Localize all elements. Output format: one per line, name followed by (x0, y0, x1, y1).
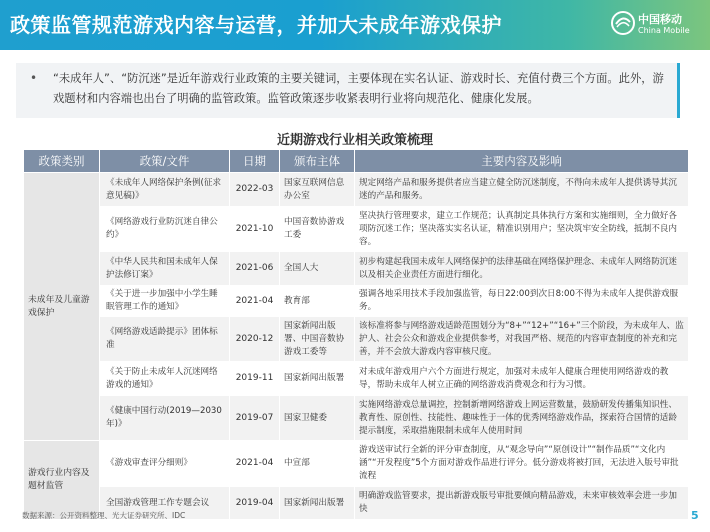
header-content: 主要内容及影响 (355, 150, 689, 173)
policy-content: 实施网络游戏总量调控，控制新增网络游戏上网运营数量，鼓励研发传播集知识性、教育性、原创性、技能性、趣味性于一体的优秀网络游戏作品，探索符合国情的适龄提示制度，采取措施限制未成年人使用时间 (355, 396, 689, 441)
policy-content: 坚决执行管理要求，建立工作规范；认真制定具体执行方案和实施细则，全力做好各项防沉迷工作；坚决落实实名认证，精准识别用户；坚决筑牢安全防线，抵制不良内容。 (355, 207, 689, 252)
policy-date: 2020-12 (230, 317, 280, 362)
policy-issuer: 中国音数协游戏工委 (280, 207, 355, 252)
policy-date: 2022-03 (230, 173, 280, 207)
policy-name: 《健康中国行动(2019—2030年)》 (100, 396, 230, 441)
policy-date: 2021-10 (230, 207, 280, 252)
policy-table (23, 149, 689, 520)
policy-date: 2019-11 (230, 362, 280, 396)
table-row (24, 286, 689, 317)
policy-name: 《中华人民共和国未成年人保护法修订案》 (100, 252, 230, 286)
policy-content: 对未成年游戏用户六个方面进行规定，加强对未成年人健康合理使用网络游戏的教导，帮助未成年人树立正确的网络游戏消费观念和行为习惯。 (355, 362, 689, 396)
policy-date: 2021-04 (230, 441, 280, 487)
table-row (24, 173, 689, 207)
table-row (24, 252, 689, 286)
page-title: 政策监管规范游戏内容与运营，并加大未成年游戏保护 (10, 13, 502, 37)
policy-date: 2021-04 (230, 286, 280, 317)
policy-issuer: 国家互联网信息办公室 (280, 173, 355, 207)
header-issuer: 颁布主体 (280, 150, 355, 173)
header-policy: 政策/文件 (100, 150, 230, 173)
policy-issuer: 国家新闻出版署 (280, 487, 355, 520)
logo-text-en: China Mobile (638, 26, 690, 35)
policy-content: 明确游戏监管要求，提出新游戏版号审批要倾向精品游戏，未来审核效率会进一步加快 (355, 487, 689, 520)
category-cell: 未成年及儿童游戏保护 (24, 173, 100, 441)
header-category: 政策类别 (24, 150, 100, 173)
policy-name: 《关于进一步加强中小学生睡眠管理工作的通知》 (100, 286, 230, 317)
policy-issuer: 国家新闻出版署 (280, 362, 355, 396)
policy-date: 2021-06 (230, 252, 280, 286)
policy-content: 强调各地采用技术手段加强监管，每日22:00到次日8:00不得为未成年人提供游戏服务。 (355, 286, 689, 317)
policy-content: 该标准将参与网络游戏适龄范围划分为“8+”“12+”“16+”三个阶段，为未成年人、监护人、社会公众和游戏企业提供参考，对我国严格、规范的内容审查制度的补充和完善，并不会放大游戏内容审核尺度。 (355, 317, 689, 362)
table-row (24, 317, 689, 362)
summary-accent-bar (677, 63, 680, 118)
policy-name: 《网络游戏行业防沉迷自律公约》 (100, 207, 230, 252)
page-number: 5 (691, 509, 699, 522)
policy-name: 《未成年人网络保护条例(征求意见稿)》 (100, 173, 230, 207)
policy-date: 2019-04 (230, 487, 280, 520)
table-title: 近期游戏行业相关政策梳理 (276, 133, 433, 148)
policy-name: 《游戏审查评分细则》 (100, 441, 230, 487)
table-row (24, 396, 689, 441)
policy-content: 游戏送审试行全新的评分审查制度，从“观念导向”“原创设计”“制作品质”“文化内涵”“开发程度”5个方面对游戏作品进行评分。低分游戏将被打回，无法进入版号审批流程 (355, 441, 689, 487)
table-row (24, 207, 689, 252)
table-row (24, 441, 689, 487)
header-date: 日期 (230, 150, 280, 173)
table-row (24, 362, 689, 396)
header-banner (0, 0, 710, 50)
policy-issuer: 全国人大 (280, 252, 355, 286)
policy-issuer: 教育部 (280, 286, 355, 317)
data-source-note: 数据来源：公开资料整理、光大证券研究所、IDC (22, 511, 186, 520)
policy-content: 规定网络产品和服务提供者应当建立健全防沉迷制度，不得向未成年人提供诱导其沉迷的产品和服务。 (355, 173, 689, 207)
bullet-icon: • (30, 71, 38, 85)
policy-issuer: 国家卫健委 (280, 396, 355, 441)
policy-content: 初步构建起我国未成年人网络保护的法律基础在网络保护理念、未成年人网络防沉迷以及相关企业责任方面进行细化。 (355, 252, 689, 286)
summary-box (16, 63, 680, 118)
summary-text: “未成年人”、“防沉迷”是近年游戏行业政策的主要关键词，主要体现在实名认证、游戏时长、充值付费三个方面。此外，游戏题材和内容端也出台了明确的监管政策。监管政策逐步收紧表明行业将向规范化、健康化发展。 (53, 72, 664, 105)
china-mobile-logo (610, 6, 706, 44)
policy-issuer: 中宣部 (280, 441, 355, 487)
policy-name: 全国游戏管理工作专题会议 (100, 487, 230, 520)
logo-text-cn: 中国移动 (638, 13, 682, 26)
policy-name: 《关于防止未成年人沉迷网络游戏的通知》 (100, 362, 230, 396)
policy-name: 《网络游戏适龄提示》团体标准 (100, 317, 230, 362)
category-cell: 游戏行业内容及题材监管 (24, 441, 100, 520)
china-mobile-logo-icon (610, 10, 636, 36)
policy-date: 2019-07 (230, 396, 280, 441)
table-header-row (24, 150, 689, 173)
policy-issuer: 国家新闻出版署、中国音数协游戏工委等 (280, 317, 355, 362)
